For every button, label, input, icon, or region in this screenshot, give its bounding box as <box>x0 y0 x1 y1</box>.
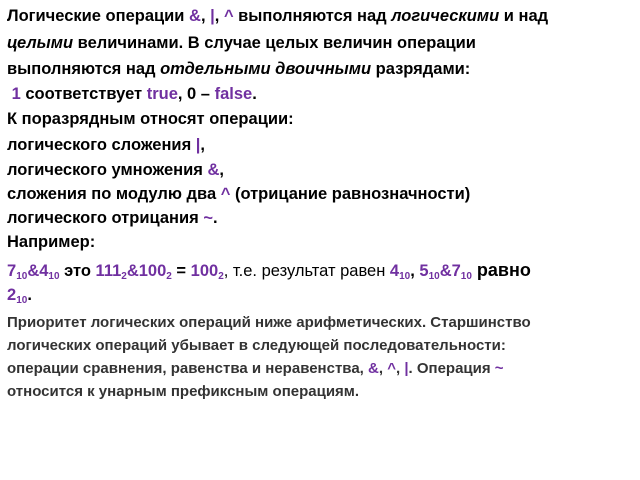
emphasis: логическими <box>391 7 500 25</box>
line-3 <box>7 60 470 79</box>
text: , <box>395 360 405 377</box>
subscript: 2 <box>218 271 224 282</box>
and-operator: & <box>207 161 220 179</box>
and-operator: & <box>368 360 379 377</box>
text: величинами. В случае целых величин операции <box>73 34 476 52</box>
line-8 <box>7 185 470 204</box>
or-operator: | <box>404 360 409 377</box>
text: , <box>410 262 420 280</box>
text: разрядами: <box>371 60 471 78</box>
text: это <box>59 262 96 280</box>
text: выполняются над <box>7 60 161 78</box>
or-operator: | <box>195 136 201 154</box>
subscript: 10 <box>48 271 60 282</box>
subscript: 10 <box>16 271 28 282</box>
subscript: 10 <box>399 271 411 282</box>
text: = <box>171 262 191 280</box>
number: 7 <box>7 262 17 280</box>
text: , <box>378 360 388 377</box>
line-4 <box>7 85 257 104</box>
number: 111 <box>95 262 122 280</box>
text: логического умножения <box>7 161 208 179</box>
not-operator: ~ <box>494 360 504 377</box>
line-10: Например: <box>7 233 96 251</box>
subscript: 10 <box>16 295 28 306</box>
number: &4 <box>27 262 49 280</box>
subscript: 10 <box>460 271 472 282</box>
number: 100 <box>190 262 219 280</box>
text: соответствует <box>20 85 147 103</box>
subscript: 2 <box>121 271 127 282</box>
keyword-true: true <box>146 85 178 103</box>
priority-line-2: логических операций убывает в следующей последовательности: <box>7 337 506 354</box>
subscript: 10 <box>428 271 440 282</box>
line-7 <box>7 161 224 180</box>
text: . <box>27 286 32 304</box>
line-6 <box>7 136 205 155</box>
number: &7 <box>439 262 461 280</box>
text: , 0 – <box>177 85 215 103</box>
not-operator: ~ <box>203 209 213 227</box>
number: 2 <box>7 286 17 304</box>
text: , <box>214 7 224 25</box>
line-1 <box>7 7 548 26</box>
xor-operator: ^ <box>223 7 234 25</box>
line-5: К поразрядным относят операции: <box>7 110 294 128</box>
keyword-false: false <box>214 85 253 103</box>
emphasis: целыми <box>7 34 74 52</box>
emphasis: отдельными двоичными <box>160 60 372 78</box>
text: равно <box>471 260 531 280</box>
text: , <box>200 7 211 25</box>
or-operator: | <box>210 7 215 25</box>
text: , т.е. результат равен <box>223 262 390 280</box>
text: и над <box>499 7 549 25</box>
text: , <box>200 136 206 154</box>
text: логического отрицания <box>7 209 204 227</box>
text: Логические операции <box>7 7 190 25</box>
text: выполняются над <box>233 7 392 25</box>
number: 4 <box>389 262 400 280</box>
text: . <box>252 85 257 103</box>
priority-line-4: относится к унарным префиксным операциям. <box>7 383 360 400</box>
text: операции сравнения, равенства и неравенства, <box>7 360 369 377</box>
example-line <box>7 260 531 281</box>
text: (отрицание равнозначности) <box>230 185 471 203</box>
text: логического сложения <box>7 136 196 154</box>
number: 5 <box>419 262 429 280</box>
line-9 <box>7 209 218 228</box>
text: . <box>212 209 218 227</box>
text: . Операция <box>408 360 495 377</box>
text: сложения по модулю два <box>7 185 221 203</box>
line-2 <box>7 34 476 53</box>
and-operator: & <box>189 7 201 25</box>
example-line-2 <box>7 286 32 305</box>
priority-line-1: Приоритет логических операций ниже арифметических. Старшинство <box>7 314 531 331</box>
xor-operator: ^ <box>220 185 231 203</box>
true-value-one: 1 <box>11 85 21 103</box>
subscript: 2 <box>166 271 172 282</box>
xor-operator: ^ <box>387 360 396 377</box>
text: , <box>219 161 224 179</box>
number: &100 <box>126 262 167 280</box>
priority-line-3 <box>7 360 504 377</box>
